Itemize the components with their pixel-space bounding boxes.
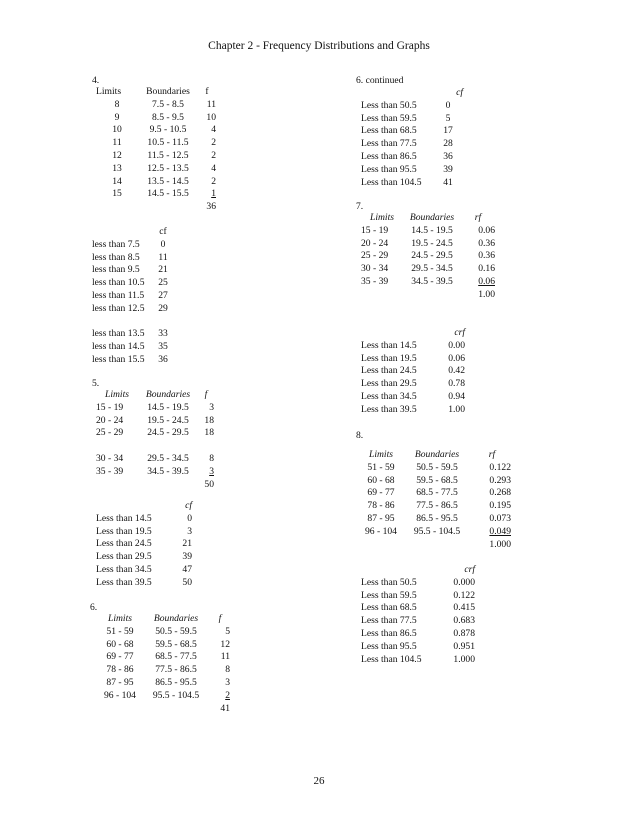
table-row xyxy=(361,526,511,539)
cf-value: 5 xyxy=(445,112,451,124)
table-row xyxy=(361,340,465,353)
boundaries-header: Boundaries xyxy=(153,613,199,624)
limits-cell: 20 - 24 xyxy=(96,414,124,426)
crf-value: 0.415 xyxy=(453,602,475,614)
rf-header: rf xyxy=(488,449,496,460)
boundaries-cell: 9.5 - 10.5 xyxy=(149,124,187,136)
problem-8-crf-table xyxy=(361,564,475,666)
table-row xyxy=(92,252,178,265)
rf-total: 1.00 xyxy=(478,288,495,300)
f-cell: 11 xyxy=(206,98,216,110)
table-row xyxy=(96,150,216,163)
cf-label: Less than 68.5 xyxy=(361,125,417,137)
f-cell: 2 xyxy=(225,689,230,701)
f-total: 50 xyxy=(204,478,214,490)
f-cell: 8 xyxy=(209,452,214,464)
table-row xyxy=(361,475,511,488)
crf-value: 0.683 xyxy=(453,615,475,627)
limits-cell: 15 - 19 xyxy=(96,401,124,413)
boundaries-cell: 19.5 - 24.5 xyxy=(147,414,189,426)
crf-label: Less than 59.5 xyxy=(361,589,417,601)
table-row xyxy=(98,651,230,664)
table-row xyxy=(361,138,463,151)
boundaries-cell: 24.5 - 29.5 xyxy=(411,250,453,262)
cf-label: Less than 86.5 xyxy=(361,150,417,162)
cf-value: 35 xyxy=(158,341,168,353)
crf-label: Less than 50.5 xyxy=(361,576,417,588)
crf-value: 0.000 xyxy=(453,576,475,588)
cf-value: 0 xyxy=(160,238,166,250)
boundaries-cell: 29.5 - 34.5 xyxy=(147,452,189,464)
f-cell: 5 xyxy=(225,625,230,637)
boundaries-cell: 95.5 - 104.5 xyxy=(413,525,461,537)
boundaries-cell: 77.5 - 86.5 xyxy=(155,664,197,676)
limits-cell: 15 xyxy=(112,188,122,200)
limits-cell: 25 - 29 xyxy=(361,250,389,262)
table-row xyxy=(96,402,214,415)
rf-cell: 0.06 xyxy=(478,224,495,236)
limits-cell: 78 - 86 xyxy=(106,664,134,676)
boundaries-cell: 11.5 - 12.5 xyxy=(147,149,189,161)
limits-cell: 69 - 77 xyxy=(106,651,134,663)
f-cell: 4 xyxy=(211,162,216,174)
table-row xyxy=(361,151,463,164)
cf-label: less than 9.5 xyxy=(92,264,140,276)
problem-7-label: 7. xyxy=(356,201,364,212)
table-row xyxy=(96,176,216,189)
boundaries-cell: 68.5 - 77.5 xyxy=(416,487,458,499)
cf-header-row xyxy=(96,500,192,513)
cf-label: less than 10.5 xyxy=(92,277,145,289)
problem-8-label: 8. xyxy=(356,430,364,441)
table-row xyxy=(92,341,178,354)
problem-6-cf-table xyxy=(361,87,463,189)
table-row xyxy=(96,415,214,428)
limits-cell: 13 xyxy=(112,162,122,174)
limits-header: Limits xyxy=(369,449,393,460)
boundaries-cell: 10.5 - 11.5 xyxy=(147,137,189,149)
table-header-row xyxy=(96,389,214,402)
table-header-row xyxy=(361,449,511,462)
limits-cell: 30 - 34 xyxy=(96,452,124,464)
table-row xyxy=(96,564,192,577)
cf-label: Less than 19.5 xyxy=(96,525,152,537)
cf-header: cf xyxy=(456,87,463,98)
limits-cell: 87 - 95 xyxy=(106,676,134,688)
rf-total: 1.000 xyxy=(489,538,511,550)
cf-header-row xyxy=(92,226,178,239)
f-header: f xyxy=(218,613,222,624)
table-header-row xyxy=(98,613,230,626)
table-row xyxy=(96,538,192,551)
table-header-row xyxy=(96,86,216,99)
table-row xyxy=(361,577,475,590)
limits-cell: 87 - 95 xyxy=(367,512,395,524)
rf-cell: 0.073 xyxy=(489,512,511,524)
table-row xyxy=(361,353,465,366)
cf-label: Less than 104.5 xyxy=(361,176,422,188)
cf-value: 41 xyxy=(443,176,453,188)
table-row xyxy=(361,462,511,475)
boundaries-cell: 24.5 - 29.5 xyxy=(147,427,189,439)
problem-5-frequency-table xyxy=(96,389,214,491)
crf-value: 1.00 xyxy=(448,403,465,415)
table-row xyxy=(361,500,511,513)
cf-label: Less than 59.5 xyxy=(361,112,417,124)
table-row xyxy=(361,276,495,289)
table-row xyxy=(361,404,465,417)
f-cell: 8 xyxy=(225,664,230,676)
f-cell: 18 xyxy=(204,427,214,439)
crf-label: Less than 14.5 xyxy=(361,339,417,351)
page-number: 26 xyxy=(313,775,325,787)
boundaries-cell: 8.5 - 9.5 xyxy=(152,111,184,123)
boundaries-header: Boundaries xyxy=(409,212,455,223)
table-row xyxy=(361,615,475,628)
boundaries-cell: 59.5 - 68.5 xyxy=(155,638,197,650)
table-row xyxy=(361,113,463,126)
cf-label: Less than 34.5 xyxy=(96,563,152,575)
cf-value: 27 xyxy=(158,289,168,301)
limits-cell: 69 - 77 xyxy=(367,487,395,499)
boundaries-cell: 34.5 - 39.5 xyxy=(147,465,189,477)
crf-label: Less than 24.5 xyxy=(361,365,417,377)
rf-cell: 0.122 xyxy=(489,461,511,473)
table-row xyxy=(96,99,216,112)
cf-label: less than 11.5 xyxy=(92,289,145,301)
cf-label: less than 13.5 xyxy=(92,328,145,340)
boundaries-cell: 12.5 - 13.5 xyxy=(147,162,189,174)
rf-cell: 0.268 xyxy=(489,487,511,499)
table-row xyxy=(361,378,465,391)
limits-cell: 35 - 39 xyxy=(96,465,124,477)
table-row xyxy=(361,513,511,526)
boundaries-cell: 14.5 - 19.5 xyxy=(411,224,453,236)
cf-label: less than 14.5 xyxy=(92,341,145,353)
table-row xyxy=(361,225,495,238)
boundaries-header: Boundaries xyxy=(146,86,190,97)
cf-header-row xyxy=(361,87,463,100)
boundaries-cell: 59.5 - 68.5 xyxy=(416,474,458,486)
f-cell: 1 xyxy=(211,188,216,200)
cf-label: Less than 29.5 xyxy=(96,551,152,563)
crf-header: crf xyxy=(454,327,465,338)
table-row xyxy=(96,577,192,590)
crf-value: 1.000 xyxy=(453,653,475,665)
cf-value: 36 xyxy=(443,150,453,162)
limits-cell: 11 xyxy=(112,137,122,149)
total-row xyxy=(98,703,230,716)
problem-5-cf-table xyxy=(96,500,192,590)
total-row xyxy=(361,289,495,302)
crf-label: Less than 104.5 xyxy=(361,653,422,665)
table-row xyxy=(92,354,178,367)
boundaries-cell: 95.5 - 104.5 xyxy=(152,689,200,701)
limits-cell: 96 - 104 xyxy=(104,689,136,701)
f-cell: 11 xyxy=(220,651,230,663)
cf-label: less than 12.5 xyxy=(92,302,145,314)
table-row xyxy=(361,250,495,263)
table-row xyxy=(96,526,192,539)
rf-cell: 0.06 xyxy=(478,275,495,287)
cf-value: 0 xyxy=(187,512,192,524)
table-row xyxy=(361,654,475,667)
cf-value: 17 xyxy=(443,125,453,137)
table-row xyxy=(361,487,511,500)
limits-cell: 30 - 34 xyxy=(361,263,389,275)
cf-header: cf xyxy=(159,226,167,237)
crf-header-row xyxy=(361,327,465,340)
problem-8-rf-table xyxy=(361,449,511,551)
crf-header-row xyxy=(361,564,475,577)
cf-value: 33 xyxy=(158,328,168,340)
total-row xyxy=(361,539,511,552)
table-row xyxy=(92,290,178,303)
problem-7-rf-table xyxy=(361,212,495,302)
problem-4-frequency-table xyxy=(96,86,216,214)
total-row xyxy=(96,479,214,492)
cf-value: 21 xyxy=(158,264,168,276)
boundaries-cell: 77.5 - 86.5 xyxy=(416,500,458,512)
crf-value: 0.951 xyxy=(453,640,475,652)
limits-cell: 9 xyxy=(114,111,120,123)
table-row xyxy=(361,628,475,641)
table-row xyxy=(96,466,214,479)
table-row xyxy=(96,188,216,201)
f-cell: 3 xyxy=(225,676,230,688)
crf-value: 0.122 xyxy=(453,589,475,601)
f-cell: 18 xyxy=(204,414,214,426)
cf-label: Less than 77.5 xyxy=(361,138,417,150)
limits-cell: 35 - 39 xyxy=(361,275,389,287)
limits-header: Limits xyxy=(108,613,132,624)
f-total: 41 xyxy=(220,702,230,714)
limits-cell: 10 xyxy=(112,124,122,136)
table-row xyxy=(361,641,475,654)
limits-cell: 78 - 86 xyxy=(367,500,395,512)
cf-value: 0 xyxy=(445,99,451,111)
table-row xyxy=(361,238,495,251)
boundaries-header: Boundaries xyxy=(145,389,191,400)
table-row xyxy=(98,677,230,690)
crf-value: 0.00 xyxy=(448,339,465,351)
limits-cell: 15 - 19 xyxy=(361,224,389,236)
table-row xyxy=(361,263,495,276)
limits-header: Limits xyxy=(105,389,129,400)
table-row xyxy=(98,626,230,639)
boundaries-cell: 7.5 - 8.5 xyxy=(152,98,184,110)
cf-value: 25 xyxy=(158,277,168,289)
table-row xyxy=(96,551,192,564)
limits-cell: 60 - 68 xyxy=(106,638,134,650)
boundaries-cell: 86.5 - 95.5 xyxy=(155,676,197,688)
cf-label: Less than 95.5 xyxy=(361,163,417,175)
crf-label: Less than 95.5 xyxy=(361,640,417,652)
boundaries-cell: 29.5 - 34.5 xyxy=(411,263,453,275)
table-header-row xyxy=(361,212,495,225)
f-cell: 2 xyxy=(211,175,216,187)
cf-label: less than 8.5 xyxy=(92,251,140,263)
crf-label: Less than 34.5 xyxy=(361,390,417,402)
table-row xyxy=(96,112,216,125)
f-header: f xyxy=(204,389,208,400)
boundaries-cell: 19.5 - 24.5 xyxy=(411,237,453,249)
rf-cell: 0.049 xyxy=(489,525,511,537)
table-row xyxy=(92,328,178,341)
problem-6-continued-label: 6. continued xyxy=(356,75,404,86)
boundaries-cell: 14.5 - 15.5 xyxy=(147,188,189,200)
table-row xyxy=(96,513,192,526)
boundaries-cell: 50.5 - 59.5 xyxy=(155,625,197,637)
cf-value: 21 xyxy=(182,538,192,550)
f-cell: 3 xyxy=(209,465,214,477)
table-row xyxy=(92,239,178,252)
table-row xyxy=(92,277,178,290)
f-cell: 4 xyxy=(211,124,216,136)
cf-label: less than 15.5 xyxy=(92,353,145,365)
rf-cell: 0.16 xyxy=(478,263,495,275)
problem-6-label: 6. xyxy=(90,602,98,613)
limits-cell: 96 - 104 xyxy=(365,525,397,537)
table-row xyxy=(361,100,463,113)
table-row xyxy=(98,690,230,703)
f-total: 36 xyxy=(206,201,216,213)
cf-value: 29 xyxy=(158,302,168,314)
limits-cell: 12 xyxy=(112,149,122,161)
crf-label: Less than 39.5 xyxy=(361,403,417,415)
limits-cell: 51 - 59 xyxy=(106,625,134,637)
problem-7-crf-table xyxy=(361,327,465,417)
rf-cell: 0.36 xyxy=(478,250,495,262)
rf-cell: 0.36 xyxy=(478,237,495,249)
boundaries-cell: 68.5 - 77.5 xyxy=(155,651,197,663)
table-row xyxy=(96,137,216,150)
table-row xyxy=(361,590,475,603)
table-row xyxy=(98,664,230,677)
rf-header: rf xyxy=(474,212,482,223)
boundaries-cell: 86.5 - 95.5 xyxy=(416,512,458,524)
cf-label: less than 7.5 xyxy=(92,238,140,250)
limits-cell: 20 - 24 xyxy=(361,237,389,249)
f-cell: 10 xyxy=(206,111,216,123)
table-row xyxy=(361,365,465,378)
table-row xyxy=(96,124,216,137)
crf-value: 0.06 xyxy=(448,352,465,364)
cf-value: 3 xyxy=(187,525,192,537)
boundaries-cell: 13.5 - 14.5 xyxy=(147,175,189,187)
cf-value: 28 xyxy=(443,138,453,150)
cf-value: 39 xyxy=(443,163,453,175)
limits-cell: 25 - 29 xyxy=(96,427,124,439)
cf-value: 50 xyxy=(182,576,192,588)
cf-label: Less than 24.5 xyxy=(96,538,152,550)
table-row xyxy=(361,164,463,177)
boundaries-cell: 50.5 - 59.5 xyxy=(416,461,458,473)
problem-4-cf-table xyxy=(92,226,178,367)
limits-cell: 60 - 68 xyxy=(367,474,395,486)
crf-label: Less than 68.5 xyxy=(361,602,417,614)
cf-value: 47 xyxy=(182,563,192,575)
page-title: Chapter 2 - Frequency Distributions and Graphs xyxy=(208,40,430,52)
boundaries-cell: 14.5 - 19.5 xyxy=(147,401,189,413)
table-row xyxy=(361,602,475,615)
f-cell: 2 xyxy=(211,149,216,161)
problem-5-label: 5. xyxy=(92,378,100,389)
crf-value: 0.42 xyxy=(448,365,465,377)
crf-label: Less than 29.5 xyxy=(361,378,417,390)
f-header: f xyxy=(205,86,209,97)
cf-value: 36 xyxy=(158,353,168,365)
rf-cell: 0.195 xyxy=(489,500,511,512)
cf-label: Less than 39.5 xyxy=(96,576,152,588)
limits-cell: 51 - 59 xyxy=(367,461,395,473)
table-row xyxy=(92,303,178,316)
table-row xyxy=(361,125,463,138)
cf-label: Less than 14.5 xyxy=(96,512,152,524)
limits-header: Limits xyxy=(96,86,122,97)
table-row xyxy=(96,427,214,440)
crf-value: 0.94 xyxy=(448,390,465,402)
limits-cell: 14 xyxy=(112,175,122,187)
total-row xyxy=(96,201,216,214)
boundaries-header: Boundaries xyxy=(414,449,460,460)
f-cell: 3 xyxy=(209,401,214,413)
limits-header: Limits xyxy=(370,212,394,223)
boundaries-cell: 34.5 - 39.5 xyxy=(411,275,453,287)
table-row xyxy=(92,264,178,277)
crf-header: crf xyxy=(464,564,475,575)
problem-4-label: 4. xyxy=(92,75,100,86)
crf-label: Less than 19.5 xyxy=(361,352,417,364)
crf-value: 0.78 xyxy=(448,378,465,390)
cf-label: Less than 50.5 xyxy=(361,99,417,111)
problem-6-frequency-table xyxy=(98,613,230,715)
table-row xyxy=(96,163,216,176)
cf-header: cf xyxy=(185,500,192,511)
table-row xyxy=(361,177,463,190)
crf-value: 0.878 xyxy=(453,627,475,639)
f-cell: 12 xyxy=(220,638,230,650)
cf-value: 11 xyxy=(158,251,168,263)
crf-label: Less than 86.5 xyxy=(361,627,417,639)
rf-cell: 0.293 xyxy=(489,474,511,486)
table-row xyxy=(96,453,214,466)
cf-value: 39 xyxy=(182,551,192,563)
limits-cell: 8 xyxy=(114,98,120,110)
f-cell: 2 xyxy=(211,137,216,149)
crf-label: Less than 77.5 xyxy=(361,615,417,627)
table-row xyxy=(98,639,230,652)
table-row xyxy=(361,391,465,404)
